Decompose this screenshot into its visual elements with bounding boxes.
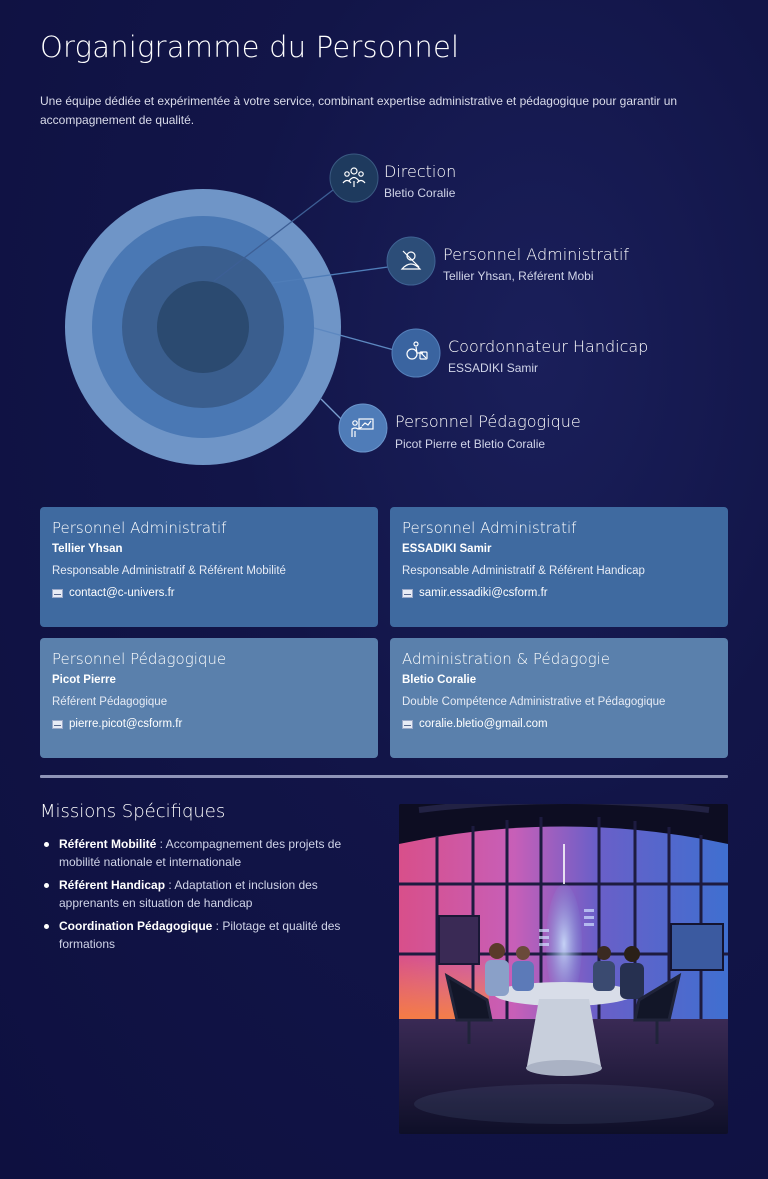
node-handicap-title: Coordonnateur Handicap — [448, 337, 649, 356]
staff-card — [40, 638, 378, 758]
mission-text: : Adaptation et inclusion des apprenants en situation de handicap — [59, 878, 318, 910]
card-title: Personnel Pédagogique — [52, 650, 227, 668]
card-email-text[interactable]: contact@c-univers.fr — [69, 587, 175, 599]
card-title: Administration & Pédagogie — [402, 650, 611, 668]
card-email[interactable] — [52, 718, 366, 730]
node-pedagogique-title: Personnel Pédagogique — [395, 412, 581, 431]
list-item — [40, 917, 380, 953]
card-email[interactable] — [402, 587, 716, 599]
node-administratif-title: Personnel Administratif — [443, 245, 630, 264]
node-administratif — [387, 237, 629, 285]
email-icon — [402, 589, 413, 598]
card-name: Bletio Coralie — [402, 674, 477, 686]
card-email-text[interactable]: coralie.bletio@gmail.com — [419, 718, 548, 730]
missions-title: Missions Spécifiques — [40, 801, 226, 822]
node-handicap-subtitle: ESSADIKI Samir — [448, 361, 539, 375]
list-item — [40, 876, 380, 912]
mission-text: : Pilotage et qualité des formations — [59, 919, 341, 951]
card-name: ESSADIKI Samir — [402, 543, 492, 555]
missions-list — [40, 835, 380, 958]
list-item — [40, 835, 380, 871]
card-email[interactable] — [52, 587, 366, 599]
email-icon — [52, 589, 63, 598]
card-role: Référent Pédagogique — [52, 696, 168, 708]
section-divider — [40, 775, 728, 778]
mission-text: : Accompagnement des projets de mobilité nationale et internationale — [59, 837, 342, 869]
org-diagram — [0, 140, 768, 480]
mission-label: Référent Mobilité — [59, 837, 157, 851]
staff-card — [40, 507, 378, 627]
node-handicap — [392, 329, 648, 377]
card-email[interactable] — [402, 718, 716, 730]
card-name: Tellier Yhsan — [52, 543, 123, 555]
connector-pedagogique — [321, 399, 341, 419]
node-administratif-subtitle: Tellier Yhsan, Référent Mobi — [443, 269, 594, 283]
email-icon — [52, 720, 63, 729]
node-direction-subtitle: Bletio Coralie — [384, 186, 456, 200]
email-icon — [402, 720, 413, 729]
mission-label: Coordination Pédagogique — [59, 919, 213, 933]
card-role: Double Compétence Administrative et Pédagogique — [402, 696, 666, 708]
node-direction-title: Direction — [384, 162, 457, 181]
staff-card — [390, 507, 728, 627]
card-title: Personnel Administratif — [52, 519, 227, 537]
node-pedagogique — [339, 404, 581, 452]
staff-card — [390, 638, 728, 758]
ring-core — [157, 281, 249, 373]
mission-label: Référent Handicap — [59, 878, 166, 892]
card-name: Picot Pierre — [52, 674, 116, 686]
card-email-text[interactable]: pierre.picot@csform.fr — [69, 718, 183, 730]
meeting-illustration — [399, 804, 728, 1134]
card-role: Responsable Administratif & Référent Mobilité — [52, 565, 286, 577]
intro-text: Une équipe dédiée et expérimentée à votre service, combinant expertise administrative et pédagogique pour garantir un accompagnement de qualité. — [40, 94, 678, 127]
page-title: Organigramme du Personnel — [40, 30, 460, 64]
card-title: Personnel Administratif — [402, 519, 577, 537]
card-email-text[interactable]: samir.essadiki@csform.fr — [419, 587, 548, 599]
node-pedagogique-subtitle: Picot Pierre et Bletio Coralie — [395, 437, 546, 451]
node-direction — [330, 154, 456, 202]
meeting-photo — [399, 804, 728, 1134]
card-role: Responsable Administratif & Référent Handicap — [402, 565, 645, 577]
